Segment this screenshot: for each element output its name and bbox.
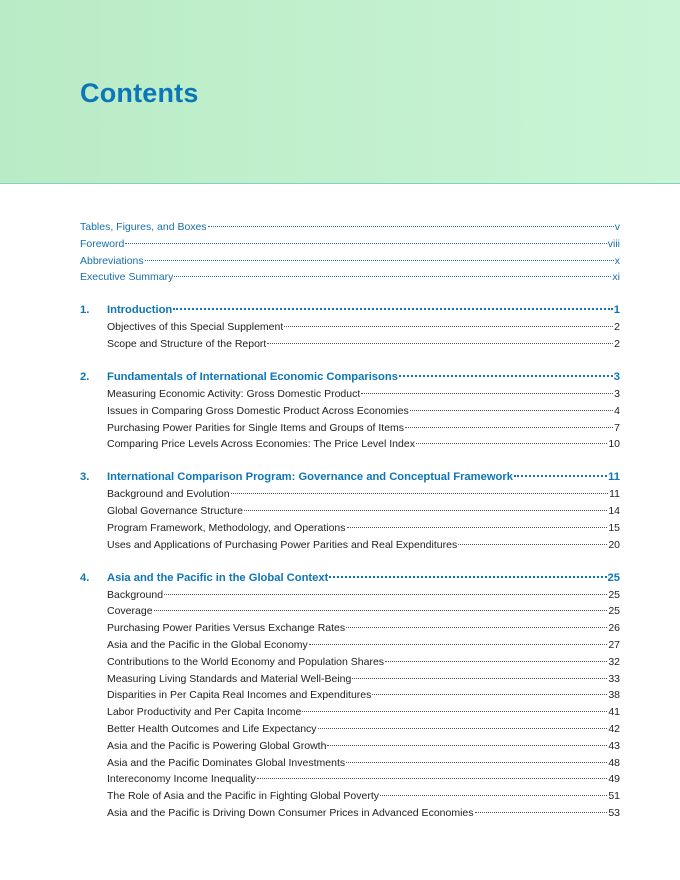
dot-leader [154, 610, 608, 611]
page-number: 14 [608, 505, 620, 518]
page-number: 7 [614, 421, 620, 434]
dot-leader [257, 778, 607, 779]
page-number: 4 [614, 404, 620, 417]
page-number: 15 [608, 521, 620, 534]
spacer [80, 288, 620, 304]
page-number: 3 [614, 387, 620, 400]
toc-section-entry[interactable] [80, 639, 620, 656]
page-number: 48 [608, 756, 620, 769]
toc-section-entry[interactable] [80, 773, 620, 790]
entry-title: Contributions to the World Economy and Population Shares [107, 655, 385, 668]
entry-title: Tables, Figures, and Boxes [80, 221, 207, 233]
page-number: 32 [608, 655, 620, 668]
entry-title: Measuring Economic Activity: Gross Domestic Product [107, 387, 361, 400]
dot-leader [174, 276, 611, 277]
entry-title: Asia and the Pacific is Powering Global Growth [107, 739, 327, 752]
dot-leader [284, 326, 613, 327]
page-number: 2 [614, 321, 620, 334]
page-number: 25 [607, 571, 620, 584]
dot-leader [125, 243, 606, 244]
toc-chapter-entry[interactable] [80, 371, 620, 388]
dot-leader [361, 393, 613, 394]
page-number: 2 [614, 338, 620, 351]
entry-title: Introduction [107, 304, 173, 317]
dot-leader [416, 443, 607, 444]
toc-section-entry[interactable] [80, 522, 620, 539]
entry-title: Uses and Applications of Purchasing Power Parities and Real Expenditures [107, 538, 458, 551]
dot-leader [410, 410, 613, 411]
toc-chapter-entry[interactable] [80, 471, 620, 488]
toc-section-entry[interactable] [80, 321, 620, 338]
spacer [80, 555, 620, 571]
entry-title: Program Framework, Methodology, and Operations [107, 521, 346, 534]
chapter-number: 4. [80, 571, 90, 584]
dot-leader [399, 375, 613, 377]
toc-section-entry[interactable] [80, 422, 620, 439]
entry-title: Asia and the Pacific in the Global Economy [107, 638, 308, 651]
toc-section-entry[interactable] [80, 488, 620, 505]
dot-leader [309, 644, 608, 645]
entry-title: Issues in Comparing Gross Domestic Product Across Economies [107, 404, 409, 417]
toc-section-entry[interactable] [80, 706, 620, 723]
table-of-contents [80, 221, 620, 824]
toc-front-matter-entry[interactable] [80, 221, 620, 238]
dot-leader [475, 812, 608, 813]
entry-title: Comparing Price Levels Across Economies: The Price Level Index [107, 438, 415, 451]
dot-leader [244, 510, 607, 511]
page-number: x [614, 254, 620, 267]
dot-leader [302, 711, 607, 712]
page-number: 26 [608, 622, 620, 635]
dot-leader [327, 745, 607, 746]
dot-leader [318, 728, 608, 729]
page-number: 49 [608, 773, 620, 786]
dot-leader [145, 260, 614, 261]
toc-section-entry[interactable] [80, 673, 620, 690]
page-number: 11 [609, 488, 620, 501]
toc-chapter-entry[interactable] [80, 304, 620, 321]
page-number: 43 [608, 739, 620, 752]
toc-chapter-entry[interactable] [80, 572, 620, 589]
page-number: 51 [608, 790, 620, 803]
dot-leader [405, 427, 613, 428]
entry-title: Intereconomy Income Inequality [107, 773, 256, 786]
entry-title: Better Health Outcomes and Life Expectancy [107, 722, 317, 735]
toc-section-entry[interactable] [80, 338, 620, 355]
toc-front-matter-entry[interactable] [80, 238, 620, 255]
dot-leader [372, 694, 607, 695]
spacer [80, 355, 620, 371]
entry-title: Disparities in Per Capita Real Incomes and Expenditures [107, 689, 372, 702]
page-number: viii [607, 237, 620, 250]
entry-title: International Comparison Program: Governance and Conceptual Framework [107, 471, 513, 484]
dot-leader [208, 226, 614, 227]
dot-leader [347, 527, 608, 528]
entry-title: Purchasing Power Parities Versus Exchange Rates [107, 622, 346, 635]
dot-leader [346, 627, 607, 628]
dot-leader [329, 576, 606, 578]
dot-leader [380, 795, 607, 796]
page-number: 3 [613, 371, 620, 384]
page-number: 1 [613, 304, 620, 317]
page-number: 11 [608, 471, 620, 484]
page-number: 53 [608, 806, 620, 819]
toc-section-entry[interactable] [80, 505, 620, 522]
page-number: xi [612, 271, 620, 284]
entry-title: Labor Productivity and Per Capita Income [107, 706, 302, 719]
header-banner [0, 0, 680, 184]
dot-leader [385, 661, 607, 662]
entry-title: Foreword [80, 237, 125, 250]
page-number: 27 [608, 638, 620, 651]
dot-leader [231, 493, 609, 494]
entry-title: Purchasing Power Parities for Single Items and Groups of Items [107, 421, 405, 434]
toc-section-entry[interactable] [80, 589, 620, 606]
page-title: Contents [80, 78, 199, 108]
toc-front-matter-entry[interactable] [80, 255, 620, 272]
entry-title: Measuring Living Standards and Material Well-Being [107, 672, 352, 685]
entry-title: Asia and the Pacific is Driving Down Consumer Prices in Advanced Economies [107, 806, 474, 819]
dot-leader [164, 594, 607, 595]
entry-title: Asia and the Pacific in the Global Context [107, 571, 329, 584]
chapter-number: 2. [80, 371, 90, 384]
page-number: 41 [608, 706, 620, 719]
toc-section-entry[interactable] [80, 723, 620, 740]
toc-section-entry[interactable] [80, 539, 620, 556]
entry-title: Asia and the Pacific Dominates Global Investments [107, 756, 346, 769]
entry-title: Coverage [107, 605, 153, 618]
chapter-number: 1. [80, 304, 90, 317]
toc-section-entry[interactable] [80, 622, 620, 639]
page-number: 25 [608, 605, 620, 618]
entry-title: Fundamentals of International Economic Comparisons [107, 371, 398, 384]
entry-title: The Role of Asia and the Pacific in Fighting Global Poverty [107, 790, 379, 803]
toc-section-entry[interactable] [80, 405, 620, 422]
toc-section-entry[interactable] [80, 689, 620, 706]
entry-title: Background and Evolution [107, 488, 230, 501]
entry-title: Global Governance Structure [107, 505, 243, 518]
dot-leader [514, 475, 607, 477]
page-number: 20 [608, 538, 620, 551]
entry-title: Executive Summary [80, 271, 174, 284]
entry-title: Background [107, 588, 164, 601]
spacer [80, 455, 620, 471]
toc-section-entry[interactable] [80, 438, 620, 455]
page-number: 25 [608, 588, 620, 601]
page-number: v [614, 221, 620, 233]
toc-section-entry[interactable] [80, 388, 620, 405]
chapter-number: 3. [80, 471, 90, 484]
toc-front-matter-entry[interactable] [80, 271, 620, 288]
toc-section-entry[interactable] [80, 740, 620, 757]
page-number: 33 [608, 672, 620, 685]
page-number: 42 [608, 722, 620, 735]
toc-section-entry[interactable] [80, 605, 620, 622]
toc-section-entry[interactable] [80, 757, 620, 774]
entry-title: Scope and Structure of the Report [107, 338, 267, 351]
page-number: 10 [608, 438, 620, 451]
toc-section-entry[interactable] [80, 656, 620, 673]
toc-section-entry[interactable] [80, 807, 620, 824]
dot-leader [173, 308, 613, 310]
dot-leader [458, 544, 607, 545]
page-number: 38 [608, 689, 620, 702]
dot-leader [352, 678, 607, 679]
dot-leader [346, 762, 607, 763]
dot-leader [267, 343, 613, 344]
entry-title: Abbreviations [80, 254, 144, 267]
entry-title: Objectives of this Special Supplement [107, 321, 284, 334]
toc-section-entry[interactable] [80, 790, 620, 807]
